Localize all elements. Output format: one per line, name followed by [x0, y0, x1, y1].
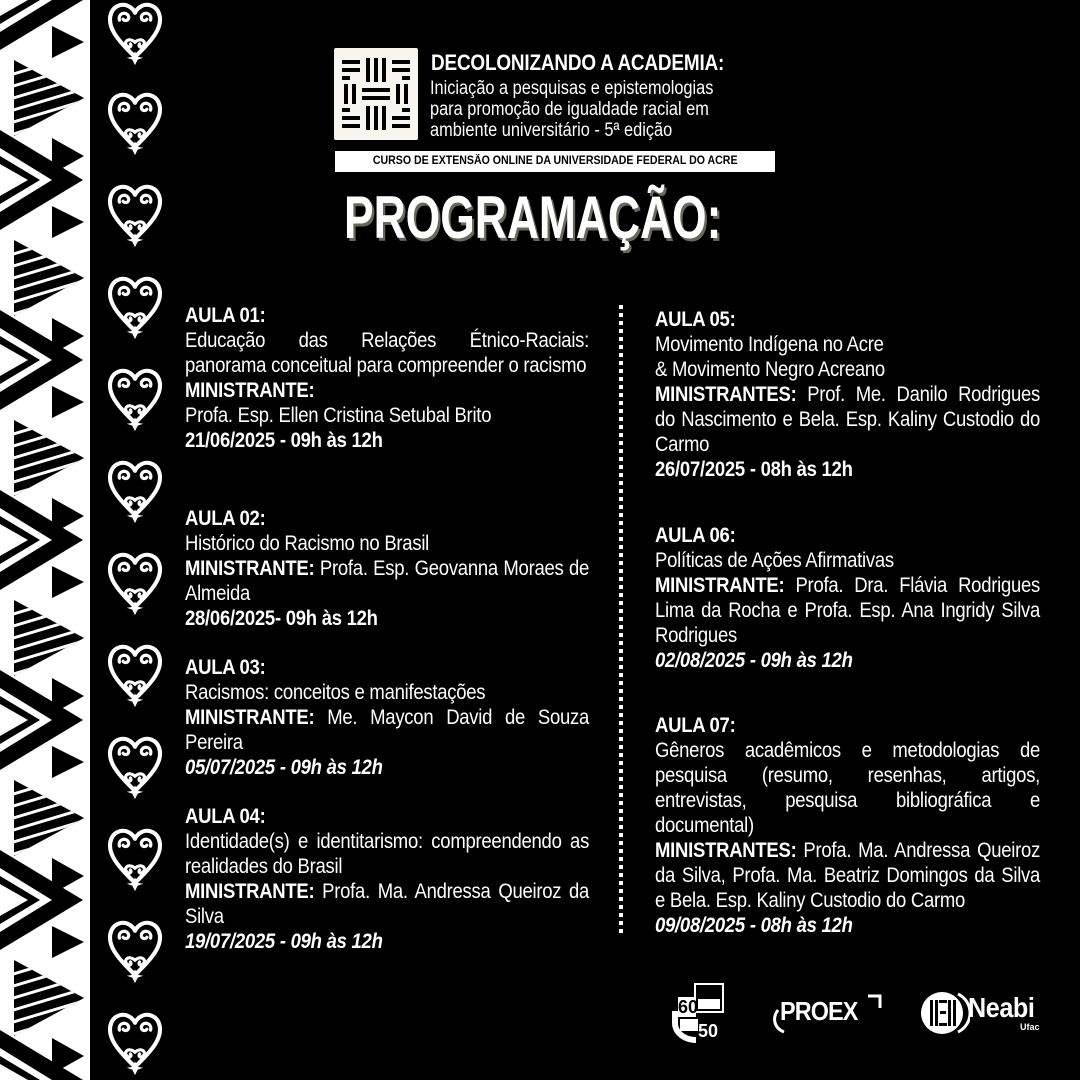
ministrante [185, 556, 589, 606]
sankofa-heart-icon [104, 90, 166, 156]
aula-03 [185, 655, 589, 780]
sankofa-heart-icon [104, 0, 166, 66]
aula-description: Políticas de Ações Afirmativas [655, 548, 894, 572]
aula-description: Gêneros acadêmicos e metodologias de pesquisa (resumo, resenhas, artigos, entrevistas, pesquisa bibliográfica e documental) [655, 738, 1041, 837]
extension-course-banner: CURSO DE EXTENSÃO ONLINE DA UNIVERSIDADE FEDERAL DO ACRE [335, 151, 775, 172]
ministrante-label: MINISTRANTE: [185, 556, 315, 580]
ministrante-label: MINISTRANTE: [185, 705, 315, 729]
sankofa-heart-icon [104, 826, 166, 892]
ministrante-name: Profa. Esp. Geovanna Moraes de Almeida [185, 556, 590, 605]
sankofa-heart-icon [104, 550, 166, 616]
aula-description: Racismos: conceitos e manifestações [185, 680, 486, 704]
sankofa-heart-icon [104, 918, 166, 984]
ministrante-name: Me. Maycon David de Souza Pereira [185, 705, 590, 754]
aula-date: 21/06/2025 - 09h às 12h [185, 428, 383, 452]
ministrante [655, 573, 1040, 648]
aula-date: 02/08/2025 - 09h às 12h [655, 648, 853, 672]
svg-text:60: 60 [678, 997, 699, 1017]
ministrante-label: MINISTRANTES: [655, 838, 797, 862]
course-subtitle [430, 78, 713, 141]
sankofa-heart-icon [104, 366, 166, 432]
sankofa-heart-icon [104, 458, 166, 524]
dotted-column-divider [619, 305, 623, 937]
aula-heading: AULA 04: [185, 804, 266, 828]
aula-heading: AULA 01: [185, 303, 266, 327]
aula-heading: AULA 02: [185, 506, 266, 530]
ministrante-name: Profa. Esp. Ellen Cristina Setubal Brito [185, 403, 492, 427]
aula-02 [185, 506, 589, 631]
ministrante-name: Profa. Ma. Andressa Queiroz da Silva [185, 879, 590, 928]
aula-heading: AULA 06: [655, 523, 736, 547]
subtitle-line: para promoção de igualdade racial em [430, 99, 709, 120]
ministrante-name: Profa. Dra. Flávia Rodrigues Lima da Rocha e Profa. Esp. Ana Ingridy Silva Rodrigues [655, 573, 1041, 647]
ministrante [655, 838, 1040, 913]
svg-text:50: 50 [698, 1021, 719, 1041]
triangle-pattern-border [0, 0, 90, 1080]
aula-description-line: Movimento Indígena no Acre [655, 332, 884, 356]
aula-date: 09/08/2025 - 08h às 12h [655, 913, 853, 937]
aula-04 [185, 804, 589, 954]
adinkra-maze-icon [342, 58, 410, 130]
aula-date: 28/06/2025- 09h às 12h [185, 606, 378, 630]
ministrante-name: Profa. Ma. Andressa Queiroz da Silva, Profa. Ma. Beatriz Domingos da Silva e Bela. Esp. Kaliny Custodio do Carmo [655, 838, 1041, 912]
sankofa-heart-icon [104, 734, 166, 800]
ministrante-label: MINISTRANTE: [185, 378, 315, 402]
aula-06 [655, 523, 1040, 673]
ufac-60-50-logo [668, 983, 726, 1045]
ministrante-label: MINISTRANTE: [655, 573, 785, 597]
sankofa-heart-strip [90, 0, 180, 1080]
ministrante-label: MINISTRANTE: [185, 879, 315, 903]
aula-date: 05/07/2025 - 09h às 12h [185, 755, 383, 779]
ministrante [185, 705, 589, 755]
aula-date: 26/07/2025 - 08h às 12h [655, 457, 853, 481]
sankofa-heart-icon [104, 1010, 166, 1076]
aula-heading: AULA 07: [655, 713, 736, 737]
ministrante [185, 879, 589, 929]
course-title: DECOLONIZANDO A ACADEMIA: [431, 50, 725, 75]
ministrante-label: MINISTRANTES: [655, 382, 797, 406]
subtitle-line: Iniciação a pesquisas e epistemologias [430, 78, 714, 99]
triangle-pattern-icon [0, 0, 90, 1080]
anniversary-shield-icon [668, 983, 726, 1045]
aula-heading: AULA 05: [655, 307, 736, 331]
proex-logo: PROEX [768, 990, 886, 1036]
sankofa-heart-icon [104, 274, 166, 340]
ministrante [655, 382, 1040, 457]
page-title: PROGRAMAÇÃO: [344, 184, 722, 251]
aula-description: Identidade(s) e identitarismo: compreendendo as realidades do Brasil [185, 829, 590, 878]
sankofa-heart-icon [104, 642, 166, 708]
aula-07 [655, 713, 1040, 938]
ministrante-name: Prof. Me. Danilo Rodrigues do Nascimento e Bela. Esp. Kaliny Custodio do Carmo [655, 382, 1041, 456]
aula-description: Histórico do Racismo no Brasil [185, 531, 430, 555]
sankofa-heart-icon [104, 182, 166, 248]
neabi-logo: Neabi Ufac [920, 990, 1050, 1036]
aula-description: Educação das Relações Étnico-Raciais: panorama conceitual para compreender o racismo [185, 328, 590, 377]
course-logo [334, 48, 418, 140]
aula-01 [185, 303, 589, 453]
aula-date: 19/07/2025 - 09h às 12h [185, 929, 383, 953]
aula-description-line: & Movimento Negro Acreano [655, 357, 885, 381]
aula-05 [655, 307, 1040, 482]
aula-heading: AULA 03: [185, 655, 266, 679]
neabi-emblem-icon [920, 990, 970, 1036]
subtitle-line: ambiente universitário - 5ª edição [430, 120, 673, 141]
